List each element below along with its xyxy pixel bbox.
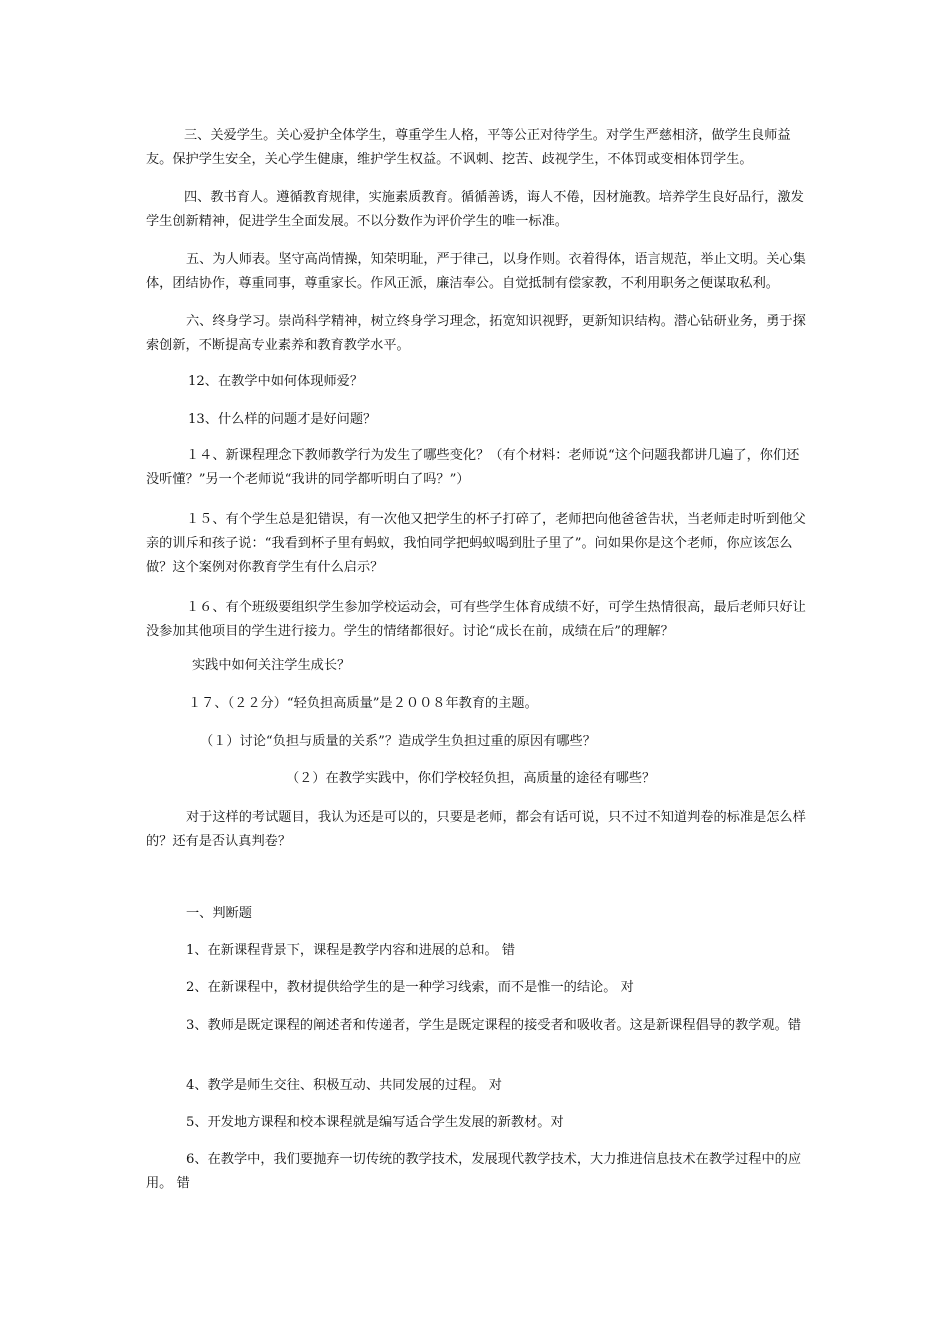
paragraph-teach-educate: 四、教书育人。遵循教育规律，实施素质教育。循循善诱，诲人不倦，因材施教。培养学生良好品行，激发学生创新精神，促进学生全面发展。不以分数作为评价学生的唯一标准。 xyxy=(146,190,804,229)
question-17-part-1: （１）讨论“负担与质量的关系”？造成学生负担过重的原因有哪些？ xyxy=(200,734,596,749)
paragraph-care-students: 三、关爱学生。关心爱护全体学生，尊重学生人格，平等公正对待学生。对学生严慈相济，做学生良师益友。保护学生安全，关心学生健康，维护学生权益。不讽刺、挖苦、歧视学生，不体罚或变相体罚学生。 xyxy=(146,128,791,167)
question-13: 13、什么样的问题才是好问题？ xyxy=(188,412,377,427)
question-16-followup: 实践中如何关注学生成长？ xyxy=(192,658,351,673)
question-12: 12、在教学中如何体现师爱？ xyxy=(188,374,364,389)
question-16: １６、有个班级要组织学生参加学校运动会，可有些学生体育成绩不好，可学生热情很高，最后老师只好让没参加其他项目的学生进行接力。学生的情绪都很好。讨论“成长在前，成绩在后”的理解？ xyxy=(146,600,806,639)
question-17-part-2: （２）在教学实践中，你们学校轻负担，高质量的途径有哪些？ xyxy=(286,771,656,786)
judgment-item-3: 3、教师是既定课程的阐述者和传递者，学生是既定课程的接受者和吸收者。这是新课程倡导的教学观。错 xyxy=(186,1018,802,1033)
paragraph-lifelong-learning: 六、终身学习。崇尚科学精神，树立终身学习理念，拓宽知识视野，更新知识结构。潜心钻研业务，勇于探索创新，不断提高专业素养和教育教学水平。 xyxy=(146,314,806,353)
section-heading-judgment: 一、判断题 xyxy=(186,906,252,921)
question-14: １４、新课程理念下教师教学行为发生了哪些变化？（有个材料：老师说“这个问题我都讲几遍了，你们还没听懂？”另一个老师说“我讲的同学都听明白了吗？”） xyxy=(146,448,800,487)
judgment-item-5: 5、开发地方课程和校本课程就是编写适合学生发展的新教材。对 xyxy=(186,1115,564,1130)
judgment-item-4: 4、教学是师生交往、积极互动、共同发展的过程。 对 xyxy=(186,1078,502,1093)
paragraph-role-model: 五、为人师表。坚守高尚情操，知荣明耻，严于律己，以身作则。衣着得体，语言规范，举止文明。关心集体，团结协作，尊重同事，尊重家长。作风正派，廉洁奉公。自觉抵制有偿家教，不利用职务之便谋取私利。 xyxy=(146,252,806,291)
judgment-item-2: 2、在新课程中，教材提供给学生的是一种学习线索，而不是惟一的结论。 对 xyxy=(186,980,634,995)
judgment-item-1: 1、在新课程背景下，课程是教学内容和进展的总和。 错 xyxy=(186,943,516,958)
question-15: １５、有个学生总是犯错误，有一次他又把学生的杯子打碎了，老师把向他爸爸告状，当老师走时听到他父亲的训斥和孩子说：“我看到杯子里有蚂蚁，我怕同学把蚂蚁喝到肚子里了”。问如果你是这个老师，你应该怎么做？这个案例对你教育学生有什么启示？ xyxy=(146,512,806,575)
author-comment: 对于这样的考试题目，我认为还是可以的，只要是老师，都会有话可说，只不过不知道判卷的标准是怎么样的？还有是否认真判卷？ xyxy=(146,810,806,849)
question-17: １７、（２２分）“轻负担高质量”是２００８年教育的主题。 xyxy=(188,696,538,711)
judgment-item-6: 6、在教学中，我们要抛弃一切传统的教学技术，发展现代教学技术，大力推进信息技术在教学过程中的应用。 错 xyxy=(146,1152,802,1191)
